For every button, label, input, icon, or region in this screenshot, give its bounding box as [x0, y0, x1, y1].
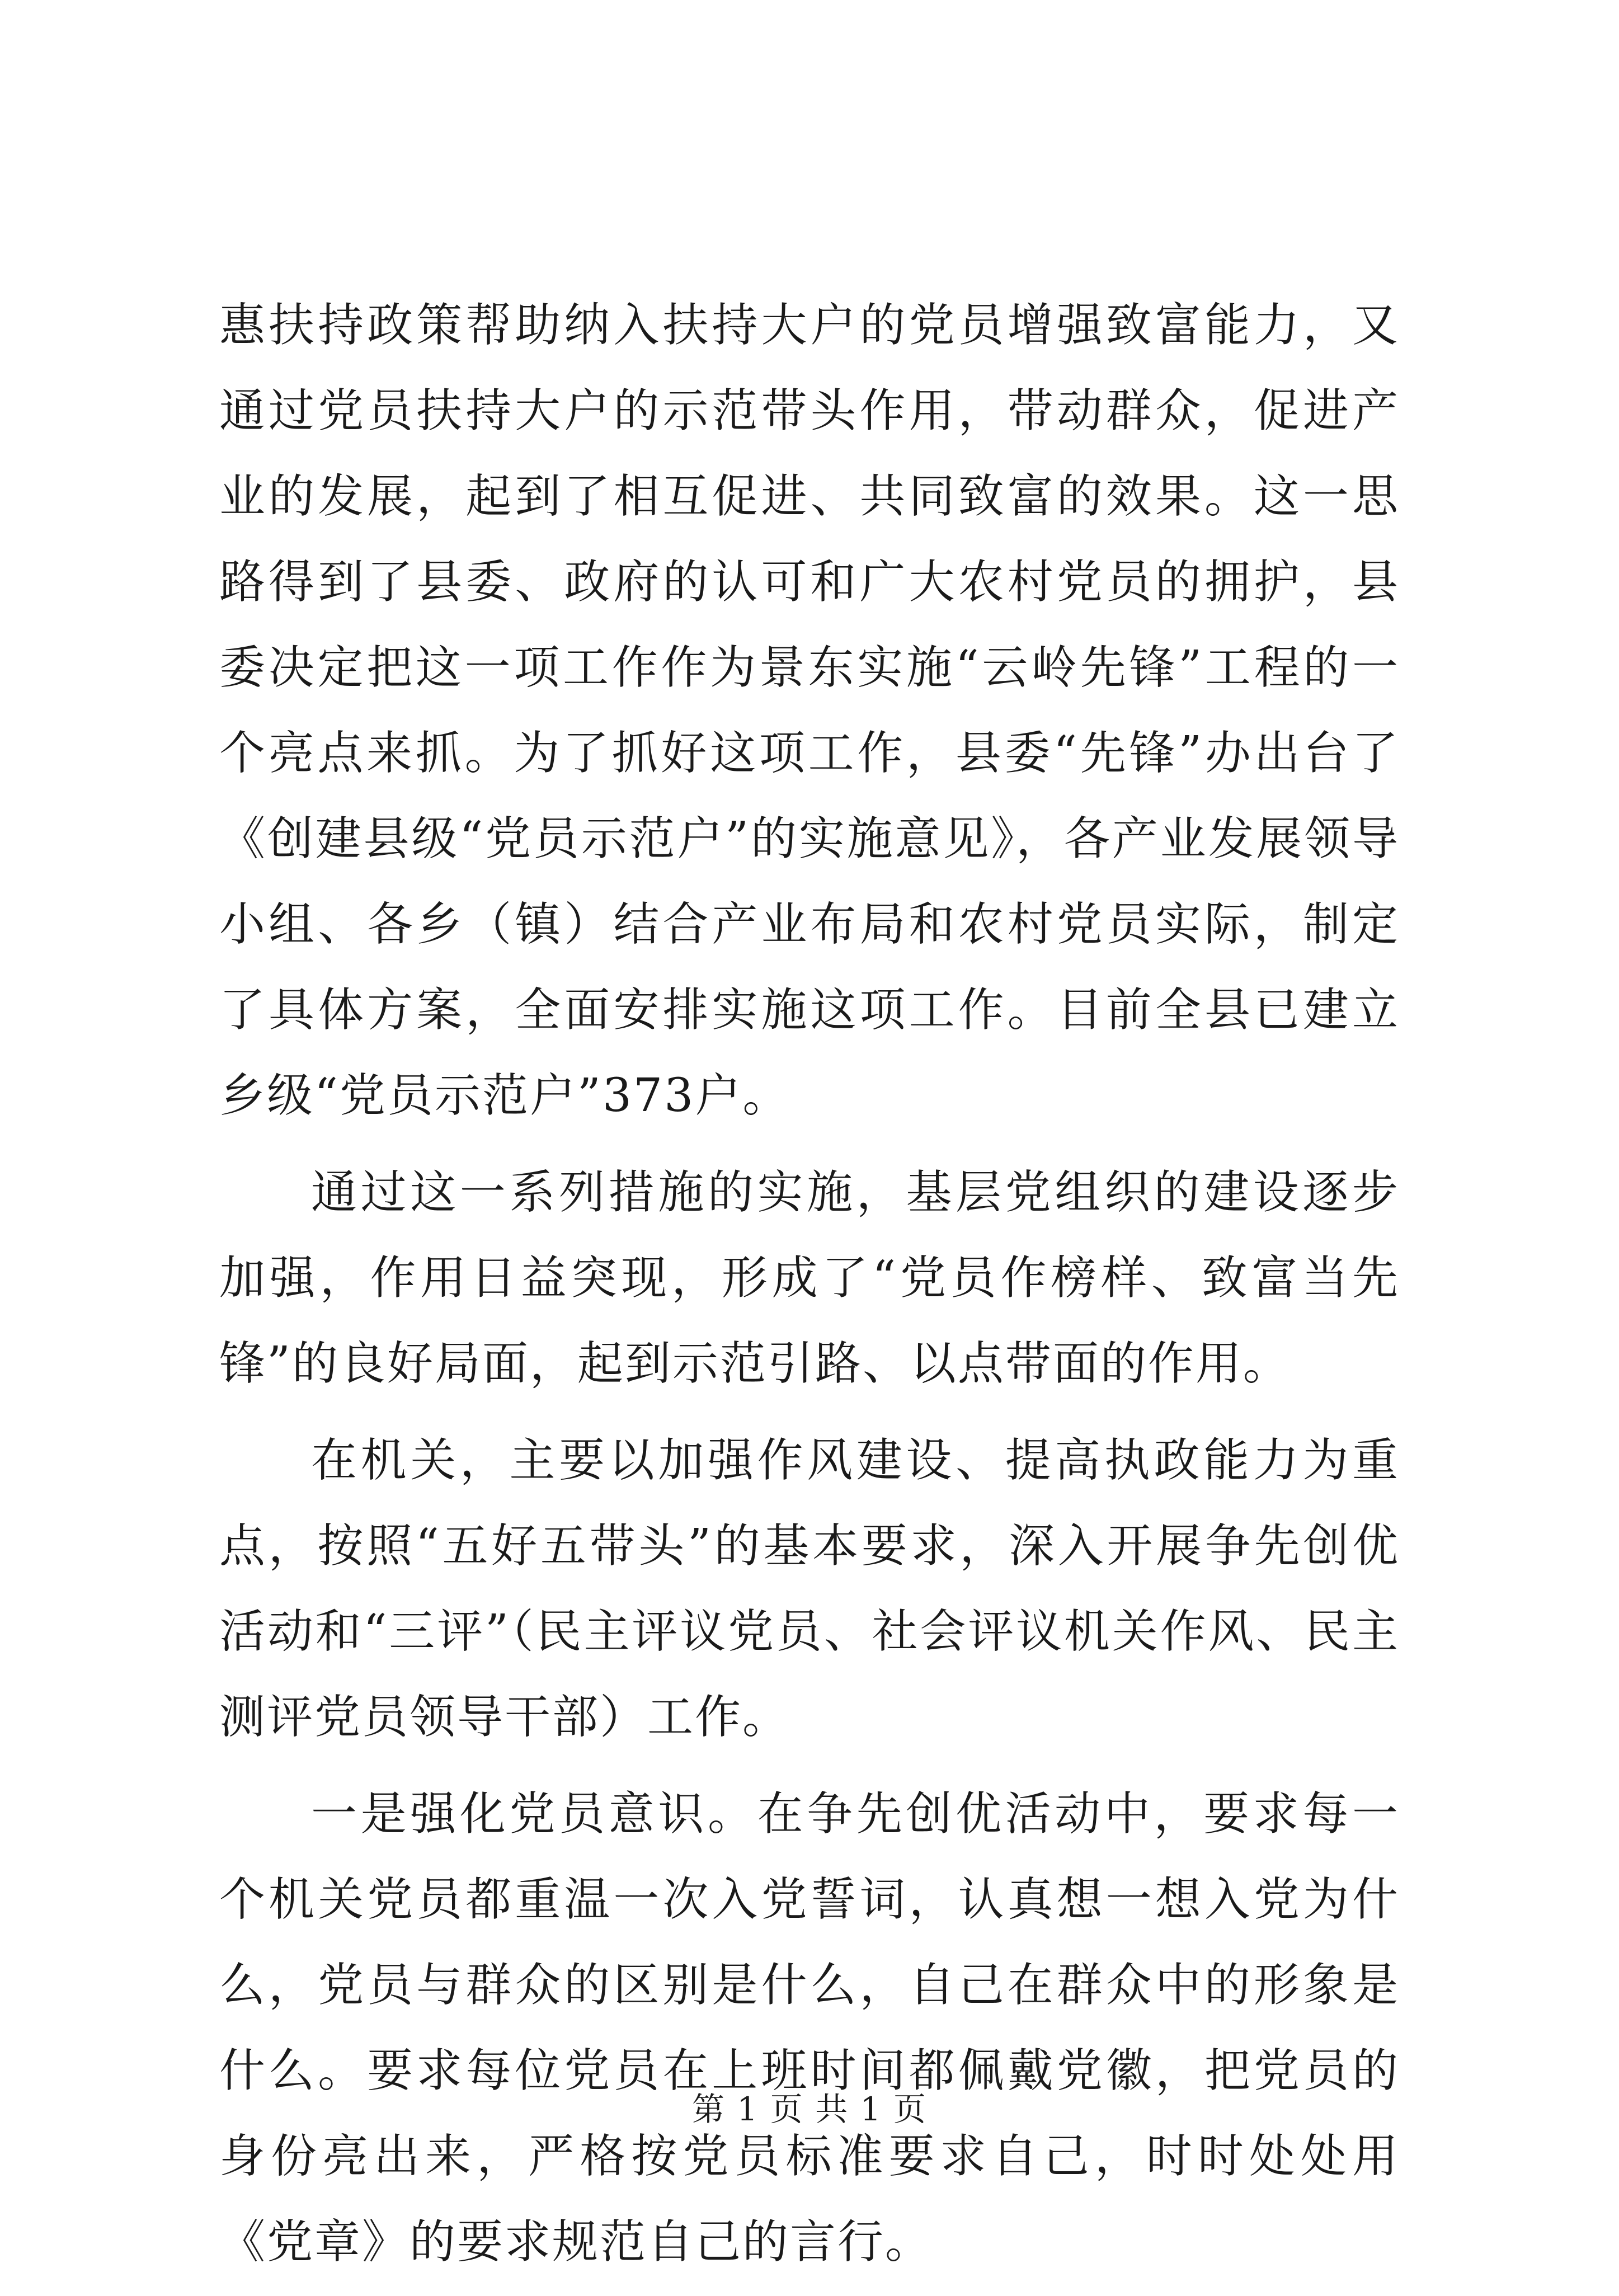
page-number-footer: 第 1 页 共 1 页 [692, 2090, 927, 2128]
paragraph-2: 通过这一系列措施的实施，基层党组织的建设逐步加强，作用日益突现，形成了“党员作榜样、致富当先锋”的良好局面，起到示范引路、以点带面的作用。 [219, 1166, 1400, 1390]
paragraph-1: 惠扶持政策帮助纳入扶持大户的党员增强致富能力，又通过党员扶持大户的示范带头作用，带动群众，促进产业的发展，起到了相互促进、共同致富的效果。这一思路得到了县委、政府的认可和广大农村党员的拥护，县委决定把这一项工作作为景东实施“云岭先锋”工程的一个亮点来抓。为了抓好这项工作，县委“先锋”办出台了《创建县级“党员示范户”的实施意见》，各产业发展领导小组、各乡（镇）结合产业布局和农村党员实际，制定了具体方案，全面安排实施这项工作。目前全县已建立乡级“党员示范户”373户。 [219, 299, 1400, 1122]
paragraph-4: 一是强化党员意识。在争先创优活动中，要求每一个机关党员都重温一次入党誓词，认真想一想入党为什么，党员与群众的区别是什么，自己在群众中的形象是什么。要求每位党员在上班时间都佩戴党徽，把党员的身份亮出来，严格按党员标准要求自己，时时处处用《党章》的要求规范自己的言行。 [219, 1787, 1400, 2269]
paragraph-3: 在机关，主要以加强作风建设、提高执政能力为重点，按照“五好五带头”的基本要求，深入开展争先创优活动和“三评”（民主评议党员、社会评议机关作风、民主测评党员领导干部）工作。 [219, 1434, 1400, 1744]
document-body [219, 283, 1400, 2296]
